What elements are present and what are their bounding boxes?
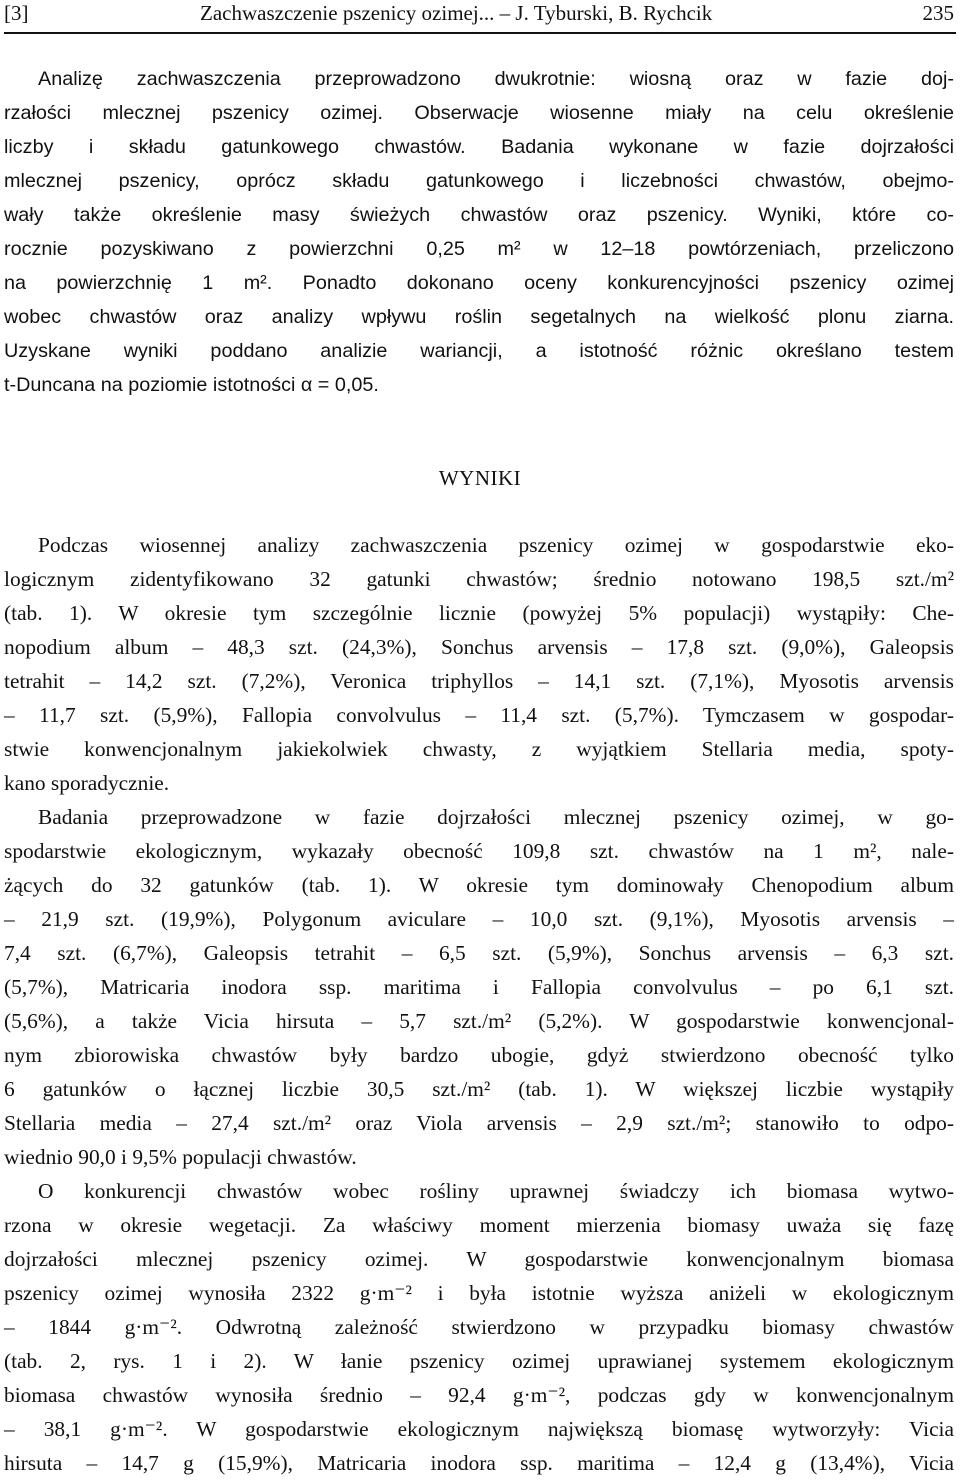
text-line: nym zbiorowiska chwastów były bardzo ubogie, gdyż stwierdzono obecność tylko [4,1043,954,1067]
text-line: – 38,1 g·m⁻². W gospodarstwie ekologicznym największą biomasę wytworzyły: Vicia [4,1417,954,1441]
text-line: wały także określenie masy świeżych chwastów oraz pszenicy. Wyniki, które co- [4,204,954,226]
text-line: Stellaria media – 27,4 szt./m² oraz Viola arvensis – 2,9 szt./m²; stanowiło to odpo- [4,1111,954,1135]
text-line: Badania przeprowadzone w fazie dojrzałości mlecznej pszenicy ozimej, w go- [38,805,954,829]
text-line: Analizę zachwaszczenia przeprowadzono dwukrotnie: wiosną oraz w fazie doj- [38,68,954,90]
text-line: O konkurencji chwastów wobec rośliny uprawnej świadczy ich biomasa wytwo- [38,1179,954,1203]
page-number: 235 [922,1,954,25]
text-line: 6 gatunków o łącznej liczbie 30,5 szt./m² (tab. 1). W większej liczbie wystąpiły [4,1077,954,1101]
text-line: tetrahit – 14,2 szt. (7,2%), Veronica triphyllos – 14,1 szt. (7,1%), Myosotis arvensis [4,669,954,693]
text-line: pszenicy ozimej wynosiła 2322 g·m⁻² i była istotnie wyższa aniżeli w ekologicznym [4,1281,954,1305]
text-line: (tab. 1). W okresie tym szczególnie licznie (powyżej 5% populacji) wystąpiły: Che- [4,601,954,625]
text-line: rzałości mlecznej pszenicy ozimej. Obserwacje wiosenne miały na celu określenie [4,102,954,124]
text-line: żących do 32 gatunków (tab. 1). W okresie tym dominowały Chenopodium album [4,873,954,897]
text-line: – 21,9 szt. (19,9%), Polygonum aviculare – 10,0 szt. (9,1%), Myosotis arvensis – [4,907,954,931]
text-line: spodarstwie ekologicznym, wykazały obecność 109,8 szt. chwastów na 1 m², nale- [4,839,954,863]
text-line: Podczas wiosennej analizy zachwaszczenia pszenicy ozimej w gospodarstwie eko- [38,533,954,557]
text-line: biomasa chwastów wynosiła średnio – 92,4 g·m⁻², podczas gdy w konwencjonalnym [4,1383,954,1407]
text-line: na powierzchnię 1 m². Ponadto dokonano oceny konkurencyjności pszenicy ozimej [4,272,954,294]
text-line: rzona w okresie wegetacji. Za właściwy moment mierzenia biomasy uważa się fazę [4,1213,954,1237]
text-line: dojrzałości mlecznej pszenicy ozimej. W gospodarstwie konwencjonalnym biomasa [4,1247,954,1271]
page-ref: [3] [4,1,29,25]
running-header [4,0,960,28]
header-rule [4,32,956,34]
text-line: Uzyskane wyniki poddano analizie wariancji, a istotność różnic określano testem [4,340,954,362]
text-line: nopodium album – 48,3 szt. (24,3%), Sonchus arvensis – 17,8 szt. (9,0%), Galeopsis [4,635,954,659]
text-line: – 11,7 szt. (5,9%), Fallopia convolvulus – 11,4 szt. (5,7%). Tymczasem w gospodar- [4,703,954,727]
results-section [4,528,954,1480]
text-line: – 1844 g·m⁻². Odwrotną zależność stwierdzono w przypadku biomasy chwastów [4,1315,954,1339]
text-line: rocznie pozyskiwano z powierzchni 0,25 m² w 12–18 powtórzeniach, przeliczono [4,238,954,260]
text-line: (tab. 2, rys. 1 i 2). W łanie pszenicy ozimej uprawianej systemem ekologicznym [4,1349,954,1373]
text-line: kano sporadycznie. [4,771,170,795]
text-line: liczby i składu gatunkowego chwastów. Badania wykonane w fazie dojrzałości [4,136,954,158]
text-line: logicznym zidentyfikowano 32 gatunki chwastów; średnio notowano 198,5 szt./m² [4,567,954,591]
text-line: wiednio 90,0 i 9,5% populacji chwastów. [4,1145,357,1169]
section-heading: WYNIKI [438,466,522,490]
text-line: 7,4 szt. (6,7%), Galeopsis tetrahit – 6,5 szt. (5,9%), Sonchus arvensis – 6,3 szt. [4,941,954,965]
running-title: Zachwaszczenie pszenicy ozimej... – J. Tyburski, B. Rychcik [200,1,713,25]
text-line: hirsuta – 14,7 g (15,9%), Matricaria inodora ssp. maritima – 12,4 g (13,4%), Vicia [4,1451,954,1475]
text-line: mlecznej pszenicy, oprócz składu gatunkowego i liczebności chwastów, obejmo- [4,170,954,192]
text-line: (5,6%), a także Vicia hirsuta – 5,7 szt./m² (5,2%). W gospodarstwie konwencjonal- [4,1009,954,1033]
text-line: stwie konwencjonalnym jakiekolwiek chwasty, z wyjątkiem Stellaria media, spoty- [4,737,954,761]
text-line: wobec chwastów oraz analizy wpływu roślin segetalnych na wielkość plonu ziarna. [4,306,954,328]
text-line: t-Duncana na poziomie istotności α = 0,05. [4,374,379,396]
text-line: (5,7%), Matricaria inodora ssp. maritima i Fallopia convolvulus – po 6,1 szt. [4,975,954,999]
methods-paragraph [4,62,954,402]
